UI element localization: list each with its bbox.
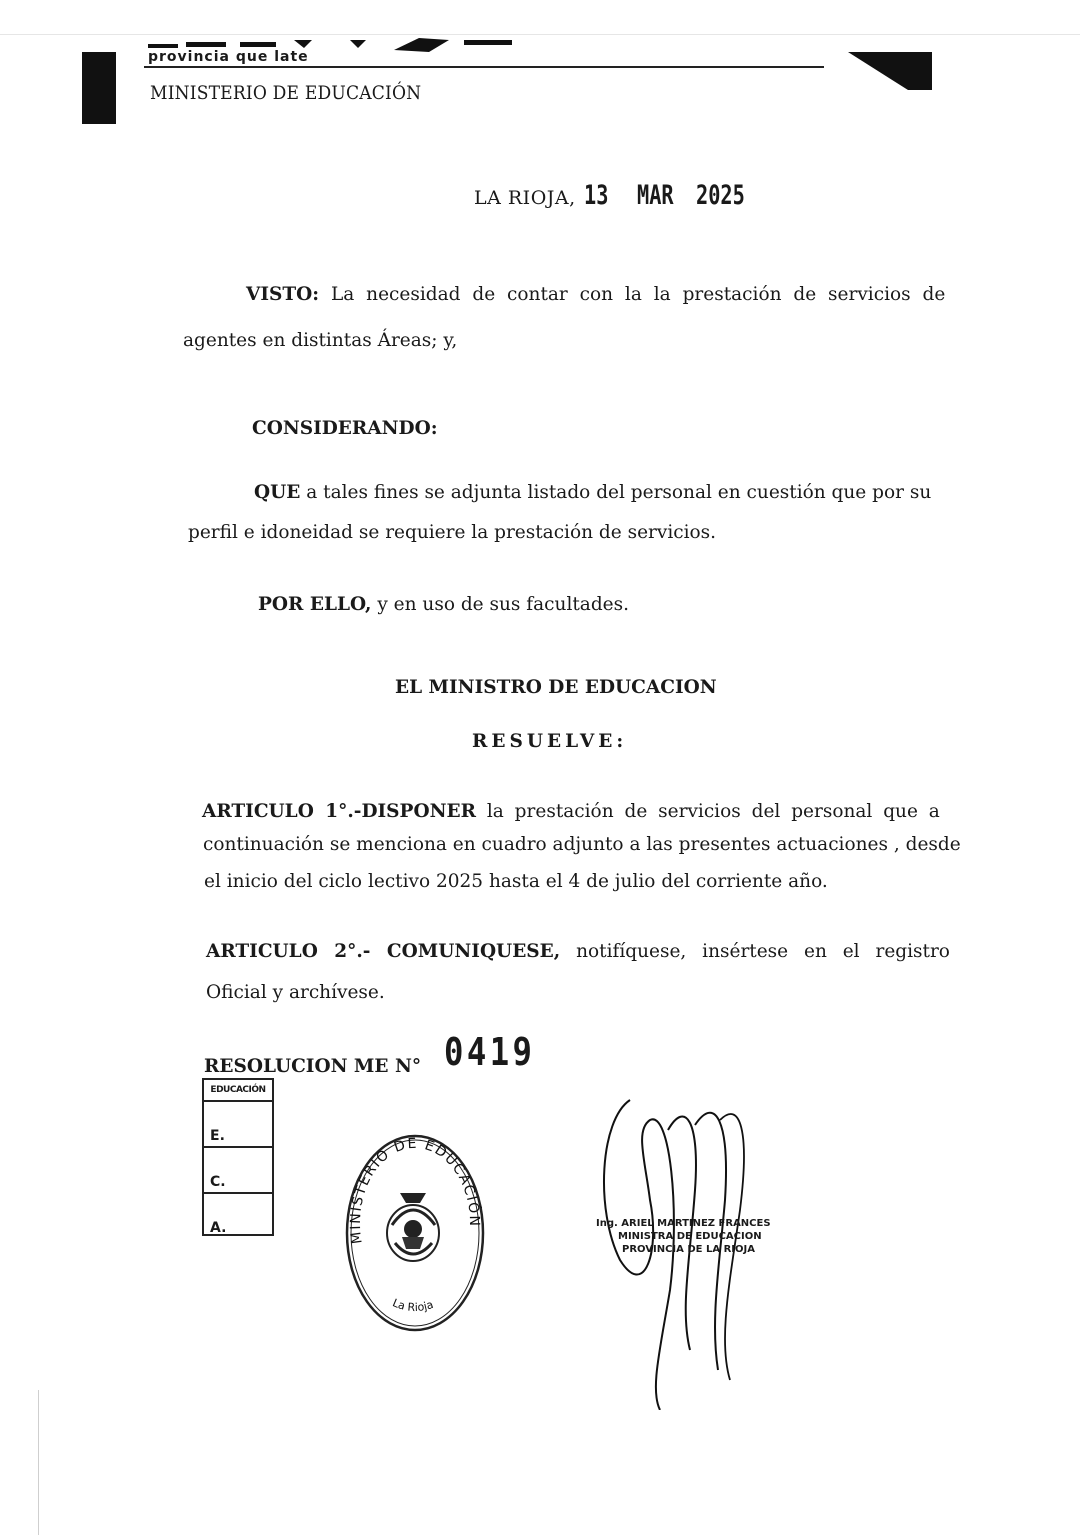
top-edge-line bbox=[0, 34, 1080, 35]
articulo-1-line-2: continuación se menciona en cuadro adjunto a las presentes actuaciones , desde bbox=[203, 834, 961, 855]
header-tagline: provincia que late bbox=[148, 49, 309, 65]
eca-header: EDUCACIÓN bbox=[204, 1080, 272, 1102]
por-ello-label: POR ELLO, bbox=[258, 594, 372, 615]
eca-row bbox=[204, 1148, 272, 1194]
articulo-2-label: ARTICULO 2°.- COMUNIQUESE, bbox=[206, 941, 561, 962]
signatory-title: MINISTRA DE EDUCACION bbox=[618, 1231, 762, 1242]
date-day: 13 bbox=[583, 180, 609, 211]
date-month: MAR bbox=[636, 180, 674, 211]
articulo-1-label: ARTICULO 1°.-DISPONER bbox=[202, 801, 476, 822]
header-rule bbox=[144, 66, 824, 68]
visto-line-1 bbox=[246, 284, 945, 306]
resolucion-label: RESOLUCION ME N° bbox=[204, 1056, 422, 1077]
visto-line-2: agentes en distintas Áreas; y, bbox=[183, 330, 458, 351]
signatory-name: Ing. ARIEL MARTINEZ FRANCES bbox=[596, 1218, 771, 1229]
eca-row bbox=[204, 1102, 272, 1148]
articulo-1-line-3: el inicio del ciclo lectivo 2025 hasta el 4 de julio del corriente año. bbox=[204, 871, 828, 892]
que-label: QUE bbox=[254, 482, 301, 503]
que-text-1: a tales fines se adjunta listado del personal en cuestión que por su bbox=[306, 482, 932, 503]
que-line-2: perfil e idoneidad se requiere la prestación de servicios. bbox=[188, 522, 717, 543]
eca-row-label: E. bbox=[210, 1128, 225, 1144]
left-edge-line bbox=[38, 1390, 39, 1535]
eca-row bbox=[204, 1194, 272, 1238]
considerando-heading: CONSIDERANDO: bbox=[252, 418, 438, 439]
eca-stamp-box bbox=[202, 1078, 274, 1236]
articulo-2-text-1: notifíquese, insértese en el registro bbox=[576, 941, 950, 962]
seal-emblem bbox=[387, 1193, 439, 1261]
date-place: LA RIOJA, bbox=[474, 187, 576, 209]
por-ello-text: y en uso de sus facultades. bbox=[377, 594, 629, 615]
por-ello-line bbox=[258, 594, 629, 616]
seal-bottom-text: La Rioja bbox=[390, 1296, 435, 1315]
date-year: 2025 bbox=[695, 180, 745, 211]
articulo-1-line-1 bbox=[202, 801, 940, 823]
eca-row-label: A. bbox=[210, 1220, 227, 1236]
visto-text-1: La necesidad de contar con la la prestación de servicios de bbox=[330, 284, 946, 305]
header-left-bar bbox=[82, 52, 116, 124]
articulo-1-text-1: la prestación de servicios del personal que a bbox=[486, 801, 940, 822]
header-right-mark bbox=[848, 48, 932, 90]
resolucion-number: 0419 bbox=[444, 1030, 536, 1074]
articulo-2-line-2: Oficial y archívese. bbox=[206, 982, 385, 1003]
signatory-province: PROVINCIA DE LA RIOJA bbox=[622, 1244, 755, 1255]
svg-text:La Rioja bbox=[391, 1296, 435, 1314]
resuelve-heading: RESUELVE: bbox=[472, 731, 628, 752]
document-date bbox=[474, 180, 761, 211]
que-line-1 bbox=[254, 482, 931, 504]
header-ministry: MINISTERIO DE EDUCACIÓN bbox=[150, 82, 422, 104]
articulo-2-line-1 bbox=[206, 941, 950, 963]
signature-block bbox=[596, 1217, 771, 1256]
seal-ring-text: MINISTERIO DE EDUCACIÓN bbox=[347, 1135, 483, 1245]
visto-label: VISTO: bbox=[246, 284, 320, 305]
eca-row-label: C. bbox=[210, 1174, 226, 1190]
ministry-seal bbox=[340, 1125, 490, 1335]
ministro-heading: EL MINISTRO DE EDUCACION bbox=[395, 677, 717, 698]
